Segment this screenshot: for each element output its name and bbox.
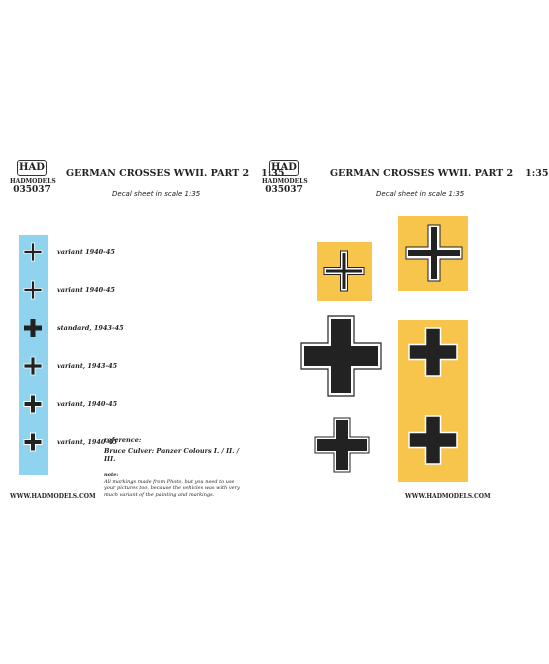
cross-bottom-left-icon — [315, 418, 369, 472]
logo-name: HADMODELS — [10, 178, 56, 185]
variant-label: variant, 1940-45 — [57, 438, 118, 446]
sheet-subtitle: Decal sheet in scale 1:35 — [112, 190, 201, 198]
cross-tall-lower-icon — [409, 416, 457, 464]
cross-small-outline-icon — [324, 251, 364, 291]
cross-top-right-icon — [406, 225, 462, 281]
reference-source: Bruce Culver: Panzer Colours I. / II. / III. — [104, 447, 240, 463]
logo-mark: HAD — [269, 160, 299, 176]
note-text: All markings made from Photo, but you need to use your pictures too, because the vehicles was with very much variant of the painting and markings. — [104, 478, 240, 498]
cross-variant-5-icon — [24, 433, 42, 451]
product-code: 035037 — [265, 185, 303, 195]
variant-label: standard, 1943-45 — [57, 324, 124, 332]
sheet-title — [330, 168, 549, 179]
note-title: note: — [104, 472, 119, 478]
title-text: GERMAN CROSSES WWII. PART 2 — [66, 168, 250, 179]
title-scale: 1:35 — [525, 168, 549, 179]
cross-standard-icon — [24, 319, 42, 337]
cross-variant-2-icon — [24, 281, 42, 299]
product-code: 035037 — [13, 185, 51, 195]
title-scale: 1:35 — [261, 168, 285, 179]
hadmodels-logo — [10, 160, 54, 195]
cross-variant-3-icon — [24, 357, 42, 375]
website-text: WWW.HADMODELS.COM — [405, 493, 491, 500]
logo-mark: HAD — [17, 160, 47, 176]
cross-large-icon — [301, 316, 381, 396]
cross-tall-upper-icon — [409, 328, 457, 376]
right-decal-sheet — [248, 160, 549, 505]
variant-label: variant 1940-45 — [57, 248, 115, 256]
website-text: WWW.HADMODELS.COM — [10, 493, 96, 500]
logo-name: HADMODELS — [262, 178, 308, 185]
sheet-subtitle: Decal sheet in scale 1:35 — [376, 190, 465, 198]
variant-label: variant 1940-45 — [57, 286, 115, 294]
reference-block — [104, 436, 248, 463]
title-text: GERMAN CROSSES WWII. PART 2 — [330, 168, 514, 179]
cross-variant-4-icon — [24, 395, 42, 413]
note-block — [104, 472, 244, 498]
cross-variant-1-icon — [24, 243, 42, 261]
left-decal-sheet — [0, 160, 285, 505]
variant-label: variant, 1943-45 — [57, 362, 118, 370]
variant-label: variant, 1940-45 — [57, 400, 118, 408]
reference-title: reference: — [104, 436, 142, 444]
hadmodels-logo — [262, 160, 306, 195]
